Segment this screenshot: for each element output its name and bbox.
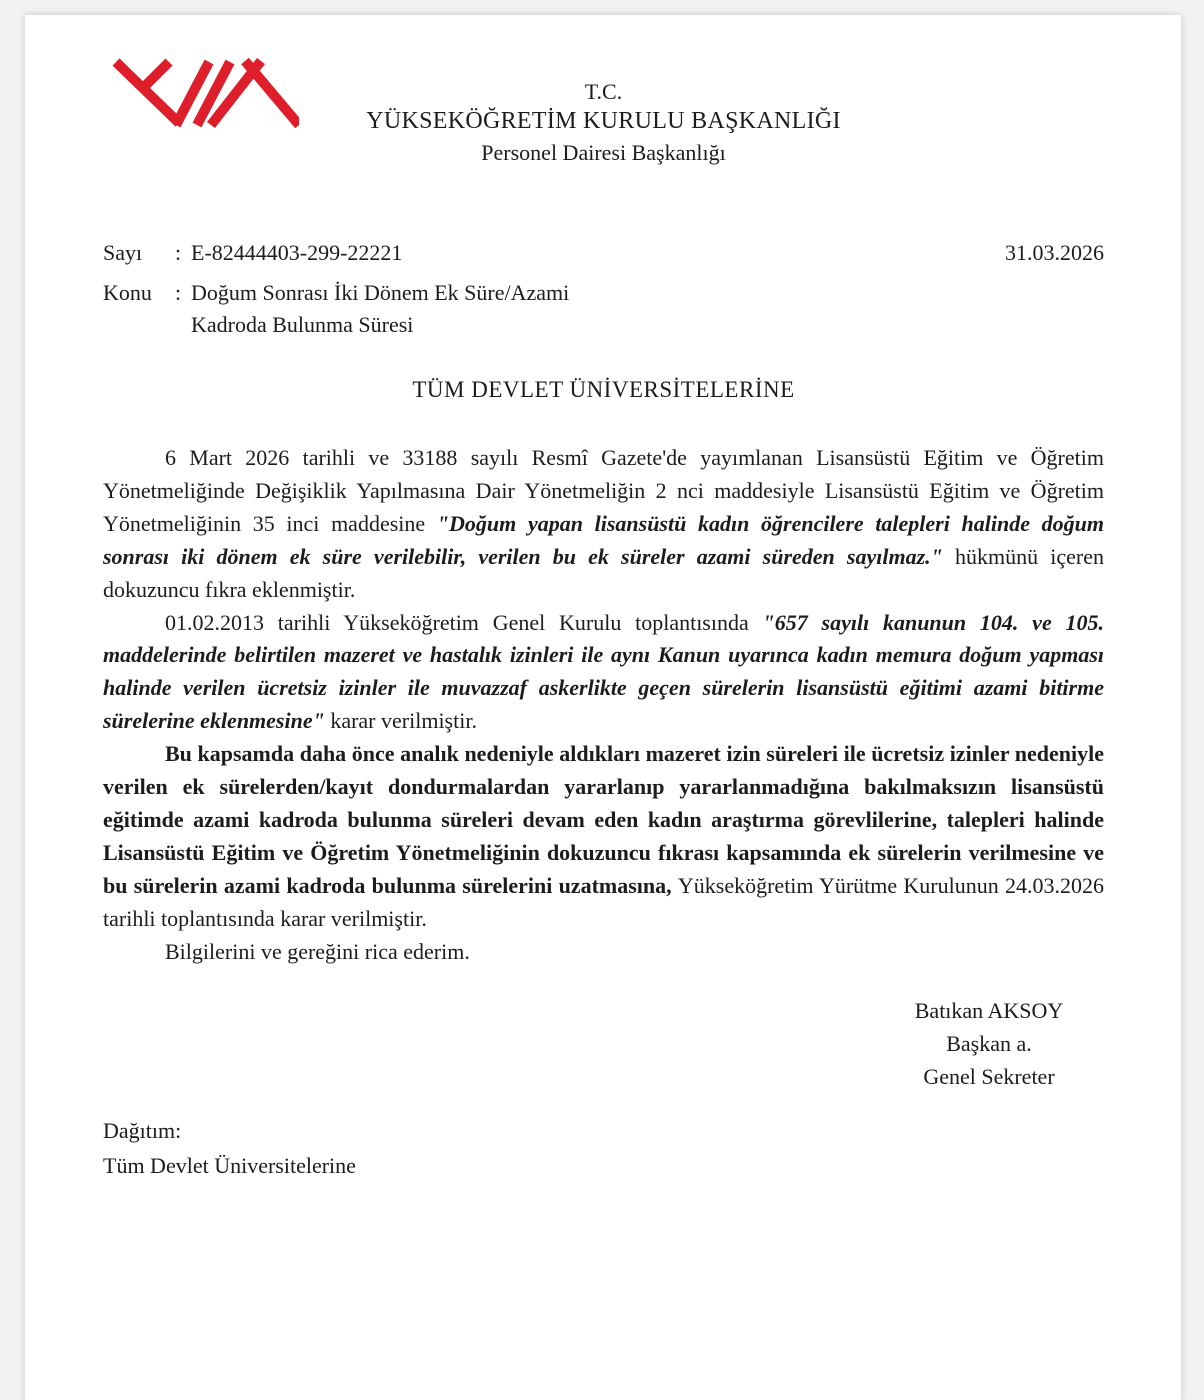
quoted-provision: "Doğum yapan lisansüstü kadın öğrencilere talepleri halinde doğum sonrası iki dönem ek süre verilebilir, verilen bu ek süreler azami süreden sayılmaz." [103, 510, 1104, 569]
konu-colon: : [175, 280, 182, 305]
document-number: E-82444403-299-22221 [191, 240, 403, 265]
body-paragraph-3 [103, 738, 1104, 935]
department-name: Personel Dairesi Başkanlığı [481, 139, 726, 165]
paragraph-segment: hükmünü içeren dokuzuncu fıkra eklenmiştir. [103, 543, 1104, 602]
document-date: 31.03.2026 [1005, 240, 1104, 265]
distribution-block [103, 1113, 1104, 1183]
closing-text: Bilgilerini ve gereğini rica ederim. [165, 938, 470, 964]
signature-block [884, 994, 1094, 1093]
sayi-colon: : [175, 240, 182, 265]
yok-logo-icon [109, 57, 299, 131]
signer-name: Batıkan AKSOY [914, 997, 1064, 1023]
organization-name: YÜKSEKÖĞRETİM KURULU BAŞKANLIĞI [366, 108, 841, 135]
letterhead [103, 55, 1104, 225]
state-abbrev: T.C. [584, 79, 623, 104]
distribution-label: Dağıtım: [103, 1117, 182, 1143]
emphasized-ruling: Bu kapsamda daha önce analık nedeniyle aldıkları mazeret izin süreleri ile ücretsiz izinler nedeniyle verilen ek sürelerden/kayıt dondurmalardan yararlanıp yararlanmadığına bakılmaksızın lisansüstü eğitimde azami kadroda bulunma süreleri devam eden kadın araştırma görevlilerine, talepleri halinde Lisansüstü Eğitim ve Öğretim Yönetmeliğinin dokuzuncu fıkrası kapsamında ek sürelerin verilmesine ve bu sürelerin azami kadroda bulunma sürelerini uzatmasına, [103, 741, 1104, 898]
konu-label: Konu [103, 280, 152, 305]
paragraph-segment: 6 Mart 2026 tarihli ve 33188 sayılı Resmî Gazete'de yayımlanan Lisansüstü Eğitim ve Öğretim Yönetmeliğinde Değişiklik Yapılmasına Dair Yönetmeliğin 2 nci maddesiyle Lisansüstü Eğitim ve Öğretim Yönetmeliğinin 35 inci maddesine [103, 445, 1104, 536]
subject-text: Doğum Sonrası İki Dönem Ek Süre/Azami Kadroda Bulunma Süresi [191, 280, 570, 337]
letter-content [25, 15, 1181, 1183]
quoted-decision: "657 sayılı kanunun 104. ve 105. maddelerinde belirtilen mazeret ve hastalık izinleri ile aynı Kanun uyarınca kadın memura doğum yapması halinde verilen ücretsiz izinler ile muvazzaf askerlikte geçen sürelerin lisansüstü eğitimi azami bitirme sürelerine eklenmesine" [103, 609, 1104, 734]
letter-meta [103, 237, 1104, 341]
letter-page [25, 15, 1181, 1400]
sayi-row [103, 237, 1104, 268]
closing-line [103, 936, 1104, 969]
body-paragraph-2 [103, 607, 1104, 739]
body-paragraph-1 [103, 442, 1104, 607]
paragraph-segment: Yükseköğretim Yürütme Kurulunun 24.03.2026 tarihli toplantısında karar verilmiştir. [103, 872, 1104, 931]
letter-body [103, 442, 1104, 969]
signer-role: Genel Sekreter [923, 1063, 1055, 1089]
konu-row [103, 277, 1104, 341]
sayi-label: Sayı [103, 240, 143, 265]
paragraph-segment: karar verilmiştir. [330, 708, 477, 734]
paragraph-segment: 01.02.2013 tarihli Yükseköğretim Genel Kurulu toplantısında [165, 609, 763, 635]
signer-title: Başkan a. [946, 1030, 1032, 1056]
recipient-heading: TÜM DEVLET ÜNİVERSİTELERİNE [412, 377, 795, 402]
distribution-item: Tüm Devlet Üniversitelerine [103, 1152, 356, 1178]
